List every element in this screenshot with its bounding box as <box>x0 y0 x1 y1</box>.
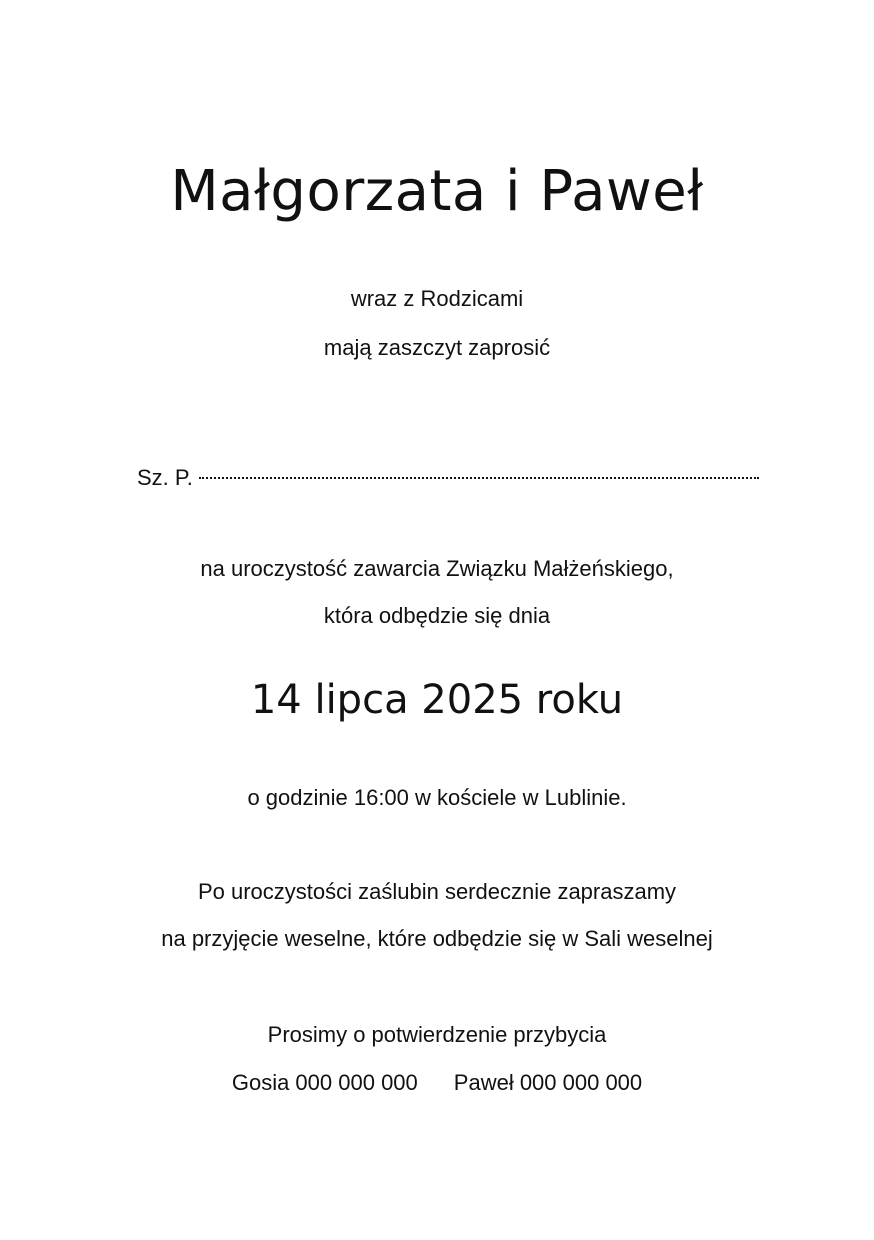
time-place-line: o godzinie 16:00 w kościele w Lublinie. <box>247 785 627 810</box>
guest-prefix: Sz. P. <box>137 465 193 490</box>
contact-list <box>0 1068 874 1098</box>
which-line: która odbędzie się dnia <box>323 603 551 628</box>
contact-gosia: Gosia 000 000 000 <box>231 1070 418 1095</box>
guest-name-field <box>137 463 759 493</box>
rsvp-line: Prosimy o potwierdzenie przybycia <box>267 1022 607 1047</box>
ceremony-line: na uroczystość zawarcia Związku Małżeńskiego, <box>200 556 674 581</box>
reception-line: na przyjęcie weselne, które odbędzie się w Sali weselnej <box>161 926 713 951</box>
couple-names-title: Małgorzata i Paweł <box>170 159 704 224</box>
honor-invite-line: mają zaszczyt zaprosić <box>323 335 551 360</box>
with-parents-line: wraz z Rodzicami <box>350 286 524 311</box>
guest-dotted-line <box>199 476 759 479</box>
contact-pawel: Paweł 000 000 000 <box>453 1070 643 1095</box>
after-ceremony-line: Po uroczystości zaślubin serdecznie zapraszamy <box>197 879 677 904</box>
wedding-date: 14 lipca 2025 roku <box>250 677 624 723</box>
